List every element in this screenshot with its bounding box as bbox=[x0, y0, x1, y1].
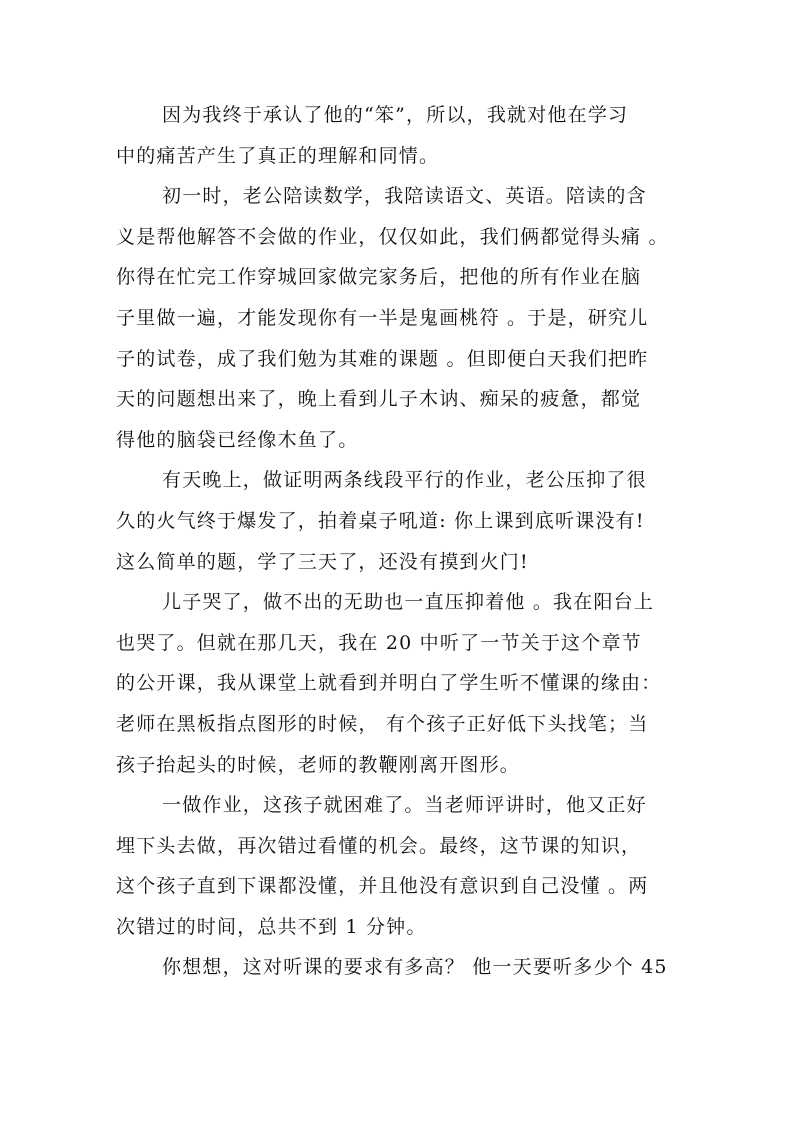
text-line: 老师在黑板指点图形的时候， 有个孩子正好低下头找笔；当 bbox=[116, 712, 649, 735]
text-line: 的公开课，我从课堂上就看到并明白了学生听不懂课的缘由： bbox=[116, 672, 662, 695]
text-line: 久的火气终于爆发了，拍着桌子吼道: 你上课到底听课没有! bbox=[116, 509, 645, 532]
text-line: 得他的脑袋已经像木鱼了。 bbox=[116, 428, 359, 451]
text-line: 孩子抬起头的时候，老师的教鞭刚离开图形。 bbox=[116, 753, 521, 776]
text-line: 初一时，老公陪读数学，我陪读语文、英语。陪读的含 bbox=[162, 185, 647, 208]
body-text bbox=[116, 95, 680, 988]
text-line: 这个孩子直到下课都没懂，并且他没有意识到自己没懂 。两 bbox=[116, 875, 649, 898]
text-line: 天的问题想出来了，晚上看到儿子木讷、痴呆的疲惫，都觉 bbox=[116, 388, 642, 411]
text-line: 次错过的时间，总共不到 1 分钟。 bbox=[116, 915, 427, 938]
text-line: 有天晚上，做证明两条线段平行的作业，老公压抑了很 bbox=[162, 469, 647, 492]
text-line: 子的试卷，成了我们勉为其难的课题 。但即便白天我们把昨 bbox=[116, 347, 649, 370]
text-line: 义是帮他解答不会做的作业，仅仅如此，我们俩都觉得头痛 。 bbox=[116, 225, 669, 248]
text-line: 儿子哭了，做不出的无助也一直压抑着他 。我在阳台上 bbox=[162, 591, 655, 614]
text-line: 你得在忙完工作穿城回家做完家务后，把他的所有作业在脑 bbox=[116, 266, 642, 289]
text-line: 也哭了。但就在那几天，我在 20 中听了一节关于这个章节 bbox=[116, 631, 642, 654]
text-line: 一做作业，这孩子就困难了。当老师评讲时，他又正好 bbox=[162, 794, 647, 817]
text-line: 因为我终于承认了他的“笨”，所以，我就对他在学习 bbox=[162, 104, 629, 126]
text-line: 埋下头去做，再次错过看懂的机会。最终，这节课的知识， bbox=[116, 834, 642, 857]
text-line: 你想想，这对听课的要求有多高？ 他一天要听多少个 45 bbox=[162, 956, 668, 979]
text-line: 中的痛苦产生了真正的理解和同情。 bbox=[116, 144, 440, 167]
text-line: 这么简单的题，学了三天了，还没有摸到火门! bbox=[116, 550, 529, 573]
text-line: 子里做一遍，才能发现你有一半是鬼画桃符 。于是，研究儿 bbox=[116, 306, 649, 329]
